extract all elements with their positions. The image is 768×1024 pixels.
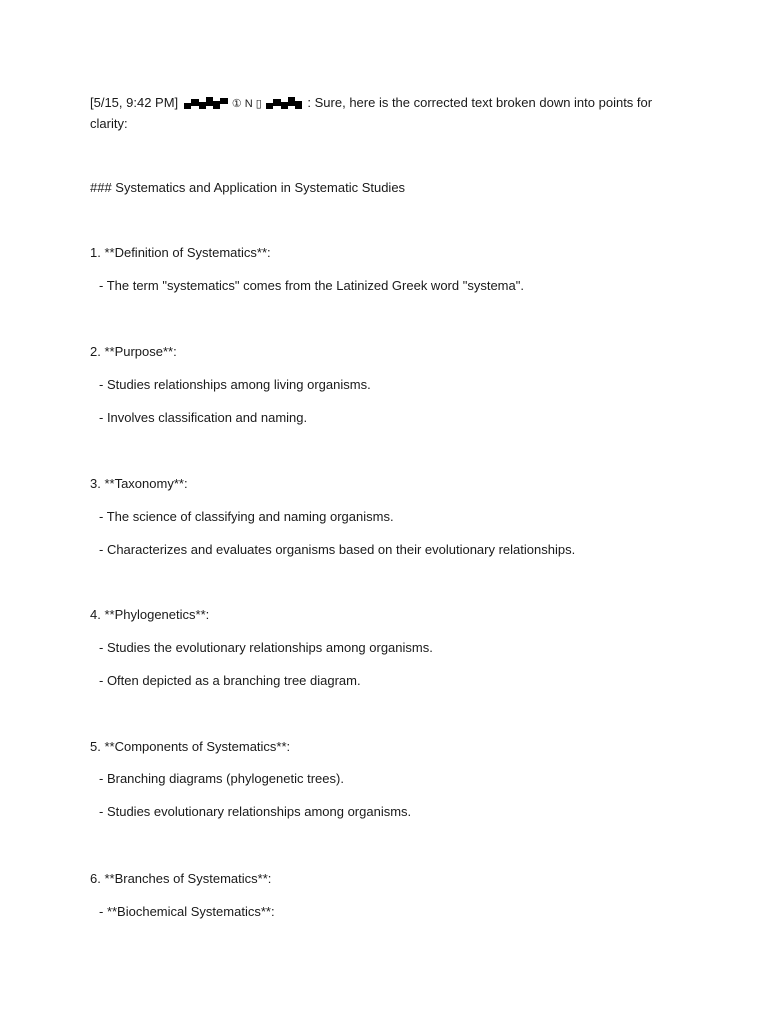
message-header xyxy=(90,93,680,134)
section-point: - The term "systematics" comes from the Latinized Greek word "systema". xyxy=(99,278,524,293)
section-point: - Often depicted as a branching tree diagram. xyxy=(99,673,361,688)
message-text: : Sure, here is the corrected text broken down into points for clarity: xyxy=(90,95,653,131)
section-point: - Characterizes and evaluates organisms based on their evolutionary relationships. xyxy=(99,542,576,557)
section-title: 5. **Components of Systematics**: xyxy=(90,739,291,754)
redacted-name-block xyxy=(266,97,302,109)
section-point: - Studies evolutionary relationships among organisms. xyxy=(99,804,412,819)
section-title: 4. **Phylogenetics**: xyxy=(90,607,210,622)
redacted-name-block xyxy=(184,97,228,109)
sender-glyphs: ① N ▯ xyxy=(231,98,262,110)
section-title: 3. **Taxonomy**: xyxy=(90,476,188,491)
section-point: - **Biochemical Systematics**: xyxy=(99,904,275,919)
section-title: 2. **Purpose**: xyxy=(90,344,177,359)
section-title: 6. **Branches of Systematics**: xyxy=(90,871,272,886)
section-point: - The science of classifying and naming organisms. xyxy=(99,509,394,524)
section-point: - Branching diagrams (phylogenetic trees). xyxy=(99,771,344,786)
document-heading: ### Systematics and Application in Systematic Studies xyxy=(90,180,406,195)
section-point: - Studies the evolutionary relationships among organisms. xyxy=(99,640,433,655)
section-point: - Studies relationships among living organisms. xyxy=(99,377,371,392)
section-title: 1. **Definition of Systematics**: xyxy=(90,245,271,260)
message-timestamp: [5/15, 9:42 PM] xyxy=(90,95,179,110)
section-point: - Involves classification and naming. xyxy=(99,410,308,425)
